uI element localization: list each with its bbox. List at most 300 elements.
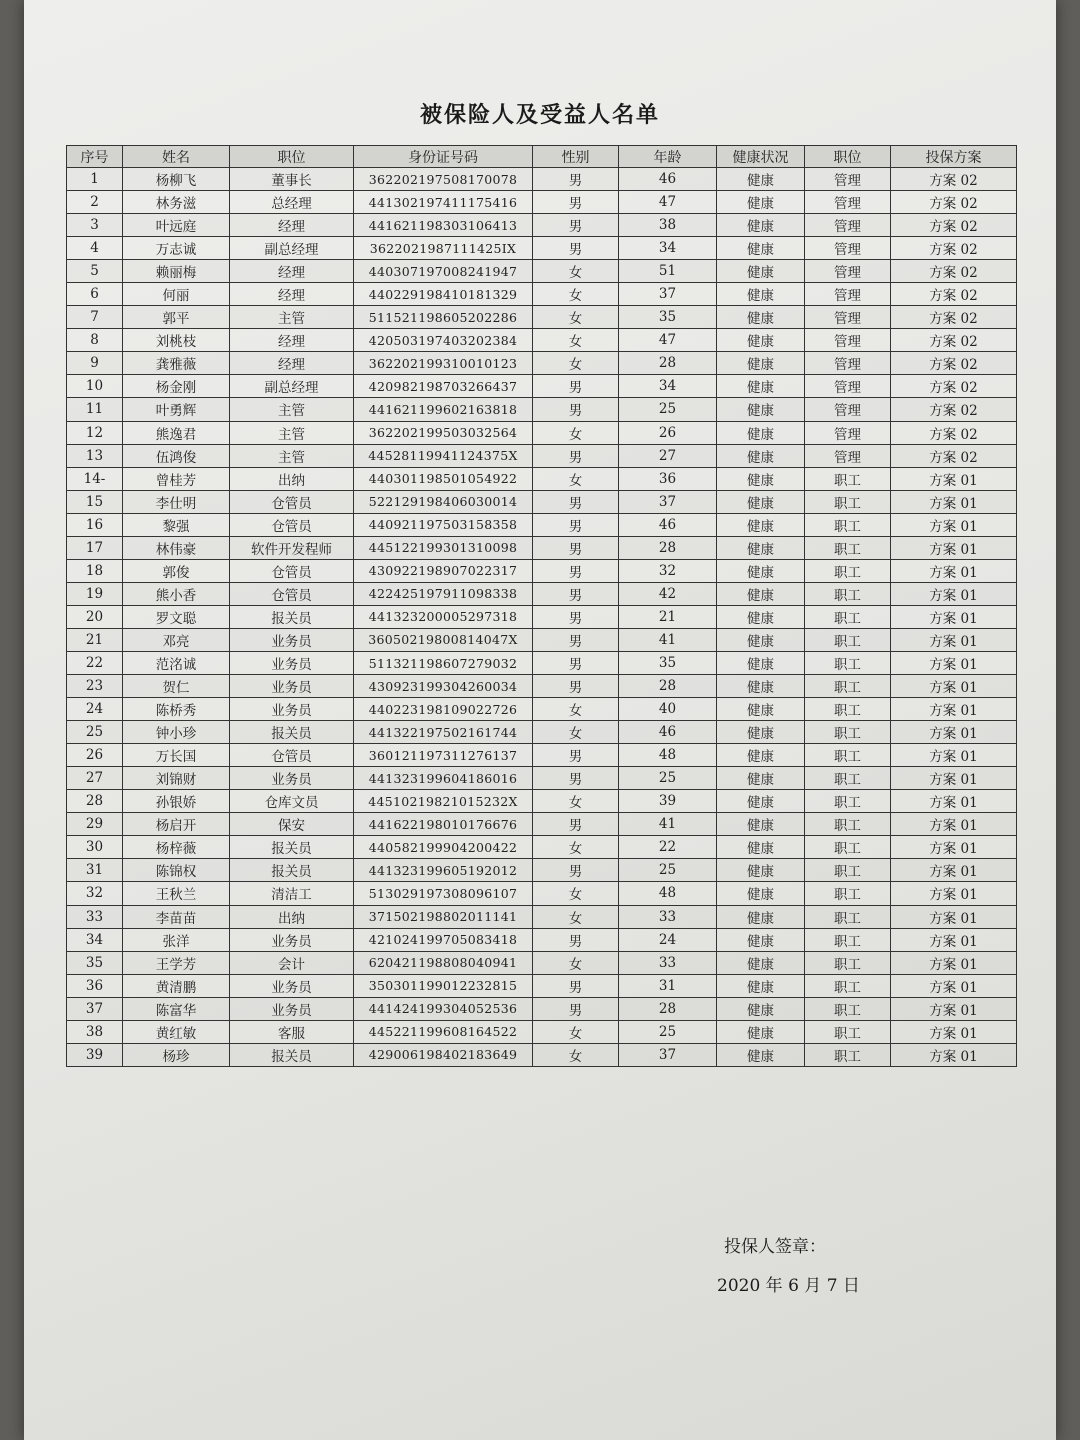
cell-seq: 30: [67, 836, 123, 859]
cell-id-number: 511521198605202286: [354, 306, 533, 329]
cell-plan: 方案 01: [891, 1043, 1017, 1066]
cell-position: 管理: [805, 398, 891, 421]
cell-plan: 方案 02: [891, 444, 1017, 467]
cell-name: 王秋兰: [123, 882, 230, 905]
header-plan: 投保方案: [891, 146, 1017, 168]
cell-plan: 方案 01: [891, 490, 1017, 513]
cell-id-number: 440301198501054922: [354, 467, 533, 490]
cell-position: 职工: [805, 1020, 891, 1043]
cell-id-number: 350301199012232815: [354, 974, 533, 997]
cell-health: 健康: [717, 352, 805, 375]
cell-seq: 7: [67, 306, 123, 329]
cell-job-title: 业务员: [230, 997, 354, 1020]
cell-id-number: 420503197403202384: [354, 329, 533, 352]
cell-seq: 5: [67, 260, 123, 283]
cell-plan: 方案 01: [891, 951, 1017, 974]
table-body: [67, 168, 1017, 1067]
cell-id-number: 440921197503158358: [354, 513, 533, 536]
header-gender: 性别: [533, 146, 619, 168]
cell-id-number: 441424199304052536: [354, 997, 533, 1020]
cell-gender: 女: [533, 467, 619, 490]
cell-seq: 20: [67, 605, 123, 628]
cell-age: 34: [619, 237, 717, 260]
cell-age: 25: [619, 767, 717, 790]
header-job-title: 职位: [230, 146, 354, 168]
cell-id-number: 511321198607279032: [354, 651, 533, 674]
cell-gender: 女: [533, 951, 619, 974]
cell-name: 陈锦权: [123, 859, 230, 882]
cell-name: 杨珍: [123, 1043, 230, 1066]
cell-seq: 34: [67, 928, 123, 951]
cell-seq: 26: [67, 744, 123, 767]
cell-position: 职工: [805, 698, 891, 721]
cell-seq: 9: [67, 352, 123, 375]
cell-age: 47: [619, 191, 717, 214]
table-row: [67, 1043, 1017, 1066]
cell-seq: 6: [67, 283, 123, 306]
cell-job-title: 经理: [230, 214, 354, 237]
cell-id-number: 420982198703266437: [354, 375, 533, 398]
cell-id-number: 522129198406030014: [354, 490, 533, 513]
table-row: [67, 421, 1017, 444]
cell-gender: 女: [533, 721, 619, 744]
header-age: 年龄: [619, 146, 717, 168]
cell-age: 48: [619, 882, 717, 905]
cell-age: 22: [619, 836, 717, 859]
cell-gender: 男: [533, 536, 619, 559]
cell-name: 李仕明: [123, 490, 230, 513]
cell-plan: 方案 01: [891, 536, 1017, 559]
cell-name: 何丽: [123, 283, 230, 306]
cell-age: 28: [619, 997, 717, 1020]
cell-name: 黄清鹏: [123, 974, 230, 997]
cell-health: 健康: [717, 582, 805, 605]
cell-name: 赖丽梅: [123, 260, 230, 283]
cell-id-number: 430923199304260034: [354, 675, 533, 698]
cell-age: 28: [619, 352, 717, 375]
cell-id-number: 440223198109022726: [354, 698, 533, 721]
cell-seq: 38: [67, 1020, 123, 1043]
cell-gender: 男: [533, 974, 619, 997]
cell-name: 黄红敏: [123, 1020, 230, 1043]
cell-id-number: 440307197008241947: [354, 260, 533, 283]
cell-id-number: 441322197502161744: [354, 721, 533, 744]
cell-health: 健康: [717, 698, 805, 721]
cell-id-number: 441323200005297318: [354, 605, 533, 628]
cell-gender: 男: [533, 605, 619, 628]
cell-health: 健康: [717, 375, 805, 398]
cell-age: 37: [619, 283, 717, 306]
cell-id-number: 441622198010176676: [354, 813, 533, 836]
cell-position: 职工: [805, 582, 891, 605]
cell-health: 健康: [717, 421, 805, 444]
cell-health: 健康: [717, 398, 805, 421]
cell-position: 管理: [805, 168, 891, 191]
table-row: [67, 882, 1017, 905]
cell-gender: 男: [533, 490, 619, 513]
cell-name: 杨柳飞: [123, 168, 230, 191]
cell-age: 46: [619, 721, 717, 744]
cell-position: 管理: [805, 214, 891, 237]
cell-job-title: 主管: [230, 306, 354, 329]
cell-seq: 11: [67, 398, 123, 421]
cell-age: 42: [619, 582, 717, 605]
cell-job-title: 业务员: [230, 928, 354, 951]
cell-id-number: 441323199605192012: [354, 859, 533, 882]
cell-health: 健康: [717, 836, 805, 859]
table-row: [67, 214, 1017, 237]
cell-job-title: 业务员: [230, 651, 354, 674]
cell-position: 职工: [805, 675, 891, 698]
cell-name: 林伟豪: [123, 536, 230, 559]
cell-name: 王学芳: [123, 951, 230, 974]
cell-job-title: 仓管员: [230, 490, 354, 513]
cell-age: 41: [619, 813, 717, 836]
cell-seq: 14-: [67, 467, 123, 490]
table-row: [67, 836, 1017, 859]
cell-health: 健康: [717, 559, 805, 582]
cell-health: 健康: [717, 675, 805, 698]
cell-health: 健康: [717, 882, 805, 905]
cell-name: 万长国: [123, 744, 230, 767]
cell-health: 健康: [717, 744, 805, 767]
cell-health: 健康: [717, 444, 805, 467]
cell-gender: 男: [533, 928, 619, 951]
cell-seq: 25: [67, 721, 123, 744]
cell-age: 46: [619, 168, 717, 191]
cell-seq: 2: [67, 191, 123, 214]
cell-id-number: 441302197411175416: [354, 191, 533, 214]
table-row: [67, 536, 1017, 559]
cell-job-title: 业务员: [230, 767, 354, 790]
table-row: [67, 790, 1017, 813]
cell-age: 32: [619, 559, 717, 582]
cell-plan: 方案 01: [891, 721, 1017, 744]
cell-health: 健康: [717, 928, 805, 951]
table-row: [67, 582, 1017, 605]
cell-age: 25: [619, 398, 717, 421]
table-row: [67, 306, 1017, 329]
cell-age: 21: [619, 605, 717, 628]
cell-seq: 4: [67, 237, 123, 260]
table-row: [67, 444, 1017, 467]
cell-health: 健康: [717, 283, 805, 306]
cell-age: 35: [619, 306, 717, 329]
table-row: [67, 628, 1017, 651]
cell-id-number: 362202199503032564: [354, 421, 533, 444]
cell-position: 职工: [805, 859, 891, 882]
cell-plan: 方案 02: [891, 283, 1017, 306]
cell-position: 职工: [805, 882, 891, 905]
header-health: 健康状况: [717, 146, 805, 168]
cell-id-number: 440229198410181329: [354, 283, 533, 306]
cell-id-number: 421024199705083418: [354, 928, 533, 951]
cell-seq: 29: [67, 813, 123, 836]
cell-plan: 方案 02: [891, 306, 1017, 329]
cell-name: 刘桃枝: [123, 329, 230, 352]
signature-date: 2020 年 6 月 7 日: [717, 1276, 860, 1296]
cell-seq: 8: [67, 329, 123, 352]
cell-plan: 方案 02: [891, 237, 1017, 260]
cell-health: 健康: [717, 974, 805, 997]
signature-label: 投保人签章：: [724, 1237, 826, 1257]
cell-age: 37: [619, 1043, 717, 1066]
cell-position: 职工: [805, 905, 891, 928]
cell-id-number: 441323199604186016: [354, 767, 533, 790]
cell-position: 职工: [805, 813, 891, 836]
cell-job-title: 仓管员: [230, 582, 354, 605]
document-title: 被保险人及受益人名单: [419, 102, 660, 128]
cell-age: 39: [619, 790, 717, 813]
cell-age: 34: [619, 375, 717, 398]
table-row: [67, 813, 1017, 836]
table-row: [67, 168, 1017, 191]
cell-position: 职工: [805, 536, 891, 559]
cell-gender: 男: [533, 237, 619, 260]
table-row: [67, 237, 1017, 260]
cell-id-number: 445221199608164522: [354, 1020, 533, 1043]
cell-plan: 方案 01: [891, 467, 1017, 490]
cell-seq: 21: [67, 628, 123, 651]
table-row: [67, 1020, 1017, 1043]
cell-age: 51: [619, 260, 717, 283]
cell-id-number: 430922198907022317: [354, 559, 533, 582]
cell-plan: 方案 01: [891, 605, 1017, 628]
header-id-number: 身份证号码: [354, 146, 533, 168]
insured-beneficiary-table: [66, 145, 1017, 1067]
cell-name: 黎强: [123, 513, 230, 536]
cell-job-title: 经理: [230, 352, 354, 375]
cell-name: 叶远庭: [123, 214, 230, 237]
cell-health: 健康: [717, 813, 805, 836]
cell-gender: 男: [533, 559, 619, 582]
cell-name: 陈桥秀: [123, 698, 230, 721]
cell-position: 职工: [805, 628, 891, 651]
cell-age: 47: [619, 329, 717, 352]
cell-age: 36: [619, 467, 717, 490]
cell-job-title: 报关员: [230, 859, 354, 882]
cell-plan: 方案 02: [891, 352, 1017, 375]
cell-gender: 男: [533, 813, 619, 836]
cell-health: 健康: [717, 605, 805, 628]
cell-name: 曾桂芳: [123, 467, 230, 490]
cell-age: 48: [619, 744, 717, 767]
document-page: [24, 0, 1056, 1440]
cell-health: 健康: [717, 306, 805, 329]
cell-gender: 男: [533, 513, 619, 536]
cell-position: 管理: [805, 283, 891, 306]
cell-gender: 男: [533, 675, 619, 698]
cell-plan: 方案 01: [891, 744, 1017, 767]
table-row: [67, 859, 1017, 882]
cell-job-title: 主管: [230, 398, 354, 421]
cell-gender: 男: [533, 628, 619, 651]
cell-job-title: 仓管员: [230, 559, 354, 582]
cell-age: 46: [619, 513, 717, 536]
cell-health: 健康: [717, 951, 805, 974]
cell-job-title: 业务员: [230, 698, 354, 721]
table-row: [67, 490, 1017, 513]
cell-health: 健康: [717, 859, 805, 882]
cell-health: 健康: [717, 628, 805, 651]
cell-job-title: 仓管员: [230, 513, 354, 536]
cell-plan: 方案 01: [891, 1020, 1017, 1043]
cell-seq: 19: [67, 582, 123, 605]
cell-gender: 女: [533, 283, 619, 306]
cell-plan: 方案 01: [891, 675, 1017, 698]
cell-health: 健康: [717, 536, 805, 559]
cell-job-title: 副总经理: [230, 237, 354, 260]
cell-name: 邓亮: [123, 628, 230, 651]
cell-name: 孙银娇: [123, 790, 230, 813]
cell-gender: 男: [533, 651, 619, 674]
cell-id-number: 441621199602163818: [354, 398, 533, 421]
cell-age: 26: [619, 421, 717, 444]
cell-age: 33: [619, 905, 717, 928]
cell-position: 管理: [805, 421, 891, 444]
cell-name: 杨梓薇: [123, 836, 230, 859]
cell-seq: 37: [67, 997, 123, 1020]
cell-job-title: 经理: [230, 260, 354, 283]
table-row: [67, 651, 1017, 674]
cell-job-title: 仓管员: [230, 744, 354, 767]
cell-position: 职工: [805, 836, 891, 859]
cell-age: 25: [619, 859, 717, 882]
cell-gender: 男: [533, 997, 619, 1020]
cell-age: 24: [619, 928, 717, 951]
cell-gender: 男: [533, 191, 619, 214]
cell-plan: 方案 01: [891, 813, 1017, 836]
cell-name: 郭俊: [123, 559, 230, 582]
cell-age: 28: [619, 675, 717, 698]
cell-seq: 13: [67, 444, 123, 467]
cell-id-number: 422425197911098338: [354, 582, 533, 605]
cell-job-title: 业务员: [230, 974, 354, 997]
cell-id-number: 513029197308096107: [354, 882, 533, 905]
cell-plan: 方案 01: [891, 790, 1017, 813]
cell-plan: 方案 01: [891, 836, 1017, 859]
cell-age: 41: [619, 628, 717, 651]
cell-age: 28: [619, 536, 717, 559]
cell-name: 陈富华: [123, 997, 230, 1020]
cell-gender: 男: [533, 582, 619, 605]
cell-job-title: 经理: [230, 283, 354, 306]
cell-name: 伍鸿俊: [123, 444, 230, 467]
cell-plan: 方案 01: [891, 928, 1017, 951]
cell-position: 职工: [805, 767, 891, 790]
cell-gender: 男: [533, 767, 619, 790]
cell-gender: 女: [533, 905, 619, 928]
cell-job-title: 总经理: [230, 191, 354, 214]
cell-job-title: 经理: [230, 329, 354, 352]
cell-position: 职工: [805, 467, 891, 490]
cell-age: 38: [619, 214, 717, 237]
cell-position: 管理: [805, 329, 891, 352]
cell-name: 钟小珍: [123, 721, 230, 744]
cell-plan: 方案 01: [891, 651, 1017, 674]
header-seq: 序号: [67, 146, 123, 168]
cell-position: 职工: [805, 951, 891, 974]
cell-gender: 女: [533, 836, 619, 859]
cell-position: 职工: [805, 605, 891, 628]
cell-job-title: 出纳: [230, 905, 354, 928]
cell-name: 熊逸君: [123, 421, 230, 444]
cell-age: 27: [619, 444, 717, 467]
cell-name: 杨金刚: [123, 375, 230, 398]
cell-id-number: 360121197311276137: [354, 744, 533, 767]
cell-id-number: 620421198808040941: [354, 951, 533, 974]
table-row: [67, 951, 1017, 974]
cell-name: 万志诚: [123, 237, 230, 260]
cell-age: 31: [619, 974, 717, 997]
cell-plan: 方案 02: [891, 329, 1017, 352]
table-row: [67, 513, 1017, 536]
cell-plan: 方案 01: [891, 859, 1017, 882]
cell-plan: 方案 02: [891, 421, 1017, 444]
cell-gender: 女: [533, 306, 619, 329]
cell-job-title: 主管: [230, 421, 354, 444]
table-row: [67, 675, 1017, 698]
cell-health: 健康: [717, 721, 805, 744]
cell-gender: 男: [533, 398, 619, 421]
cell-position: 管理: [805, 306, 891, 329]
header-name: 姓名: [123, 146, 230, 168]
table-row: [67, 283, 1017, 306]
table-row: [67, 698, 1017, 721]
cell-job-title: 清洁工: [230, 882, 354, 905]
table-row: [67, 467, 1017, 490]
cell-gender: 女: [533, 260, 619, 283]
cell-gender: 女: [533, 352, 619, 375]
cell-name: 杨启开: [123, 813, 230, 836]
cell-position: 管理: [805, 237, 891, 260]
cell-gender: 男: [533, 444, 619, 467]
cell-age: 37: [619, 490, 717, 513]
cell-position: 职工: [805, 790, 891, 813]
cell-job-title: 副总经理: [230, 375, 354, 398]
table-row: [67, 605, 1017, 628]
cell-health: 健康: [717, 905, 805, 928]
cell-job-title: 会计: [230, 951, 354, 974]
cell-position: 职工: [805, 651, 891, 674]
table-row: [67, 905, 1017, 928]
cell-seq: 10: [67, 375, 123, 398]
cell-plan: 方案 01: [891, 628, 1017, 651]
cell-seq: 12: [67, 421, 123, 444]
cell-seq: 22: [67, 651, 123, 674]
cell-gender: 女: [533, 1020, 619, 1043]
table-row: [67, 767, 1017, 790]
cell-seq: 24: [67, 698, 123, 721]
cell-id-number: 445122199301310098: [354, 536, 533, 559]
cell-plan: 方案 02: [891, 375, 1017, 398]
cell-position: 职工: [805, 744, 891, 767]
cell-age: 25: [619, 1020, 717, 1043]
cell-name: 范洺诚: [123, 651, 230, 674]
cell-plan: 方案 01: [891, 513, 1017, 536]
cell-health: 健康: [717, 214, 805, 237]
cell-name: 郭平: [123, 306, 230, 329]
cell-health: 健康: [717, 237, 805, 260]
cell-health: 健康: [717, 168, 805, 191]
cell-job-title: 董事长: [230, 168, 354, 191]
cell-name: 林务滋: [123, 191, 230, 214]
table-row: [67, 191, 1017, 214]
header-position: 职位: [805, 146, 891, 168]
cell-seq: 27: [67, 767, 123, 790]
table-row: [67, 329, 1017, 352]
cell-gender: 男: [533, 214, 619, 237]
